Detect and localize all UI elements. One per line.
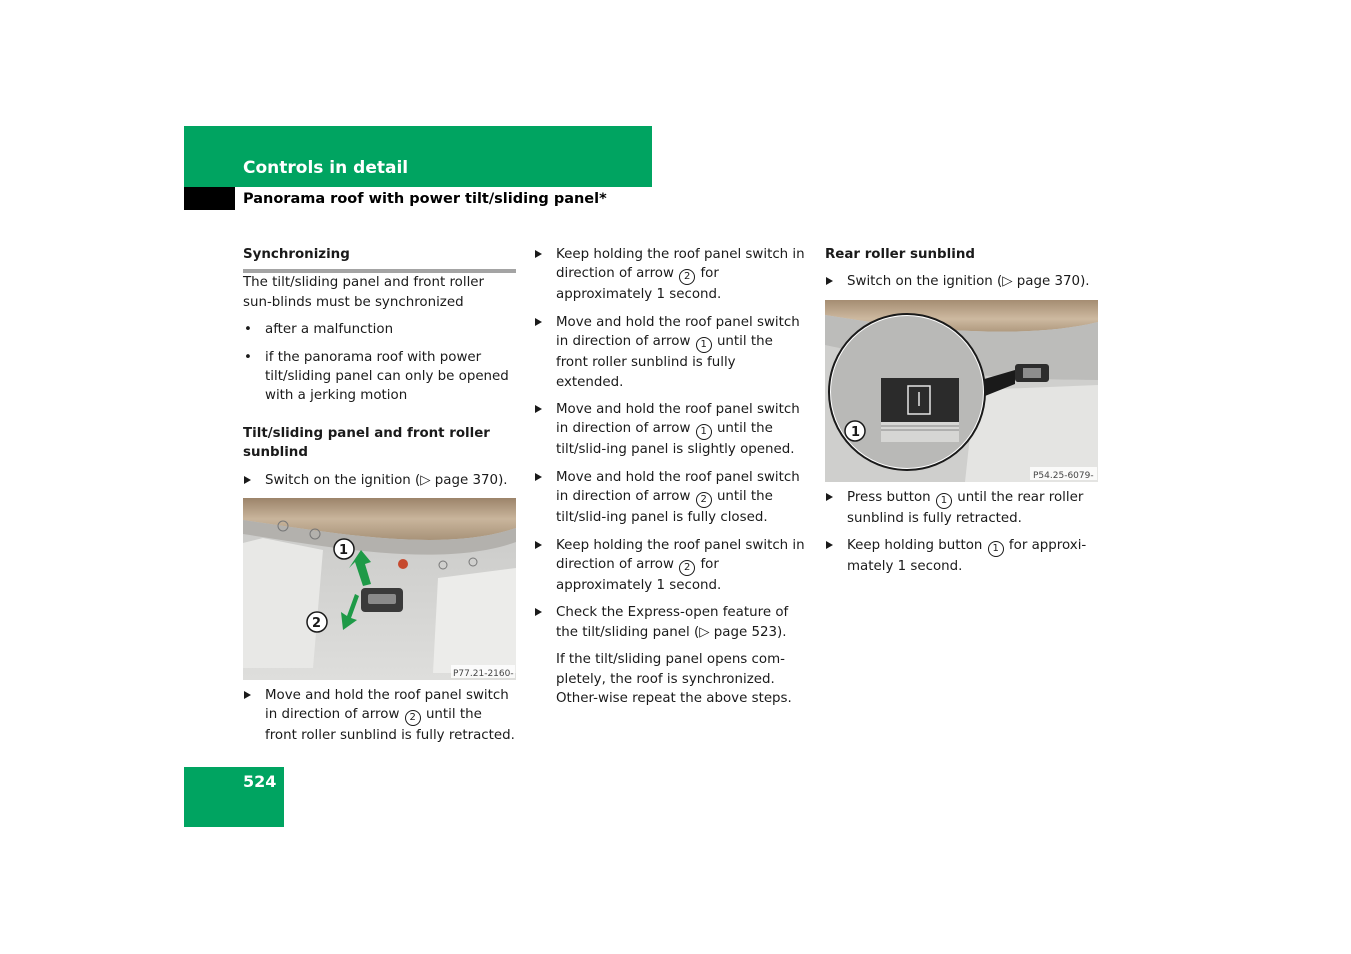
- callout-2: 2: [312, 616, 322, 632]
- step-arrow-icon: [826, 277, 833, 285]
- callout-1: 1: [851, 424, 861, 440]
- number-circle: 1: [696, 337, 712, 353]
- number-circle: 2: [405, 710, 421, 726]
- step-arrow-icon: [826, 541, 833, 549]
- step-slightly-open: Move and hold the roof panel switch in direction of arrow 1 until the tilt/slid-ing panel is slightly opened.: [534, 400, 807, 460]
- roof-switch-image: [243, 498, 516, 680]
- callout-1: 1: [339, 543, 349, 559]
- number-circle: 2: [679, 560, 695, 576]
- step-keep-holding: Keep holding the roof panel switch in direction of arrow 2 for approximately 1 second.: [534, 245, 807, 305]
- step-ignition-rear: Switch on the ignition (▷ page 370).: [825, 272, 1098, 291]
- page-number: 524: [243, 772, 277, 791]
- image-code: P54.25-6079-: [1033, 470, 1094, 481]
- step-arrow-icon: [244, 476, 251, 484]
- column-2: [534, 245, 809, 709]
- step-keep-holding-2: Keep holding the roof panel switch in direction of arrow 2 for approximately 1 second.: [534, 536, 807, 596]
- image-code: P77.21-2160-: [453, 669, 514, 680]
- step-arrow-icon: [826, 493, 833, 501]
- column-3: [825, 245, 1098, 577]
- step-arrow-icon: [535, 250, 542, 258]
- step-check-express: Check the Express-open feature of the tilt/sliding panel (▷ page 523).: [534, 603, 807, 642]
- bullet-item: • if the panorama roof with power tilt/sliding panel can only be opened with a jerking motion: [243, 348, 515, 406]
- step-arrow-icon: [244, 691, 251, 699]
- number-circle: 1: [696, 424, 712, 440]
- step-arrow-icon: [535, 318, 542, 326]
- step-move-retract: Move and hold the roof panel switch in direction of arrow 2 until the front roller sunblind is fully retracted.: [243, 686, 516, 746]
- step-arrow-icon: [535, 541, 542, 549]
- subsection-title: Panorama roof with power tilt/sliding panel*: [243, 191, 607, 207]
- step-arrow-icon: [535, 405, 542, 413]
- number-circle: 1: [936, 493, 952, 509]
- step-fully-closed: Move and hold the roof panel switch in direction of arrow 2 until the tilt/slid-ing panel is fully closed.: [534, 468, 807, 528]
- header-marker: [184, 187, 235, 210]
- rear-sunblind-button-image: [825, 300, 1098, 482]
- bullet-item: • after a malfunction: [243, 320, 516, 339]
- number-circle: 2: [679, 269, 695, 285]
- step-arrow-icon: [535, 473, 542, 481]
- front-sunblind-heading: Tilt/sliding panel and front roller sunblind: [243, 425, 490, 461]
- synchronizing-heading: Synchronizing: [243, 245, 516, 273]
- step-ignition: Switch on the ignition (▷ page 370).: [243, 471, 516, 490]
- intro-text: The tilt/sliding panel and front roller sun-blinds must be synchronized: [243, 275, 485, 310]
- column-1: [243, 245, 516, 746]
- number-circle: 1: [988, 541, 1004, 557]
- number-circle: 2: [696, 492, 712, 508]
- section-title: Controls in detail: [243, 158, 409, 178]
- rear-sunblind-heading: Rear roller sunblind: [825, 247, 975, 262]
- step-extend: Move and hold the roof panel switch in direction of arrow 1 until the front roller sunblind is fully extended.: [534, 313, 807, 392]
- sync-result-note: If the tilt/sliding panel opens com-pletely, the roof is synchronized. Other-wise repeat the above steps.: [556, 652, 792, 707]
- step-keep-holding-button: Keep holding button 1 for approxi-mately 1 second.: [825, 536, 1098, 576]
- step-press-button: Press button 1 until the rear roller sunblind is fully retracted.: [825, 488, 1098, 528]
- step-arrow-icon: [535, 608, 542, 616]
